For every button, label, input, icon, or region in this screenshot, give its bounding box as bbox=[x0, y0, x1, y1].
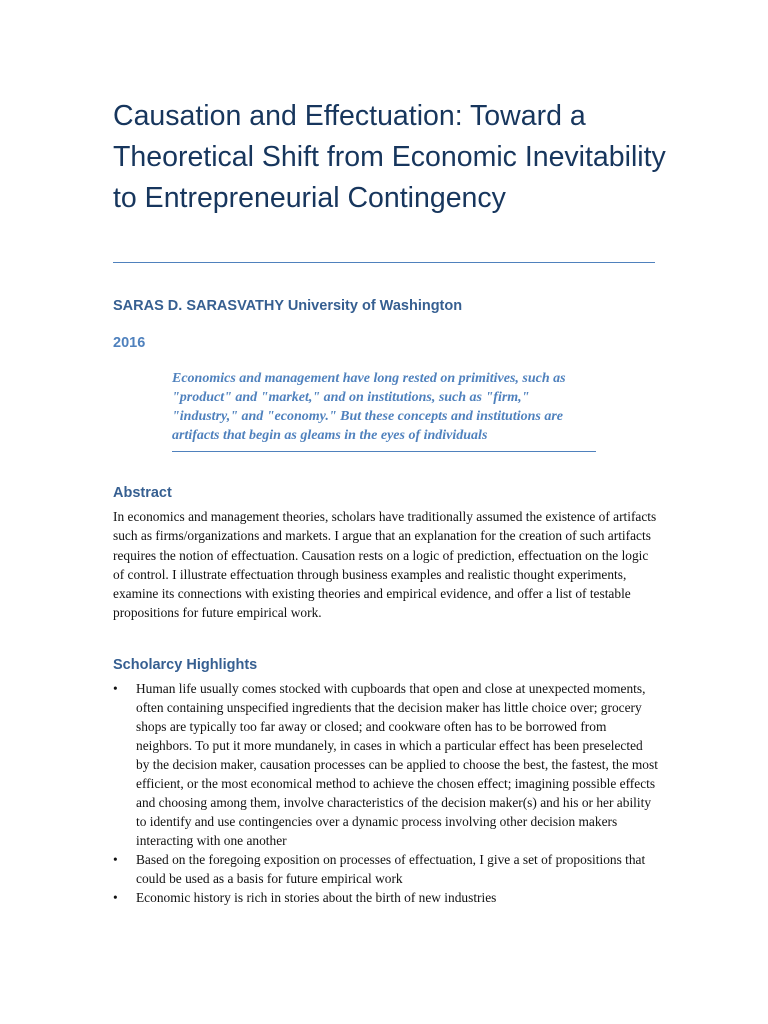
bullet-icon: • bbox=[113, 890, 118, 905]
bullet-icon: • bbox=[113, 681, 118, 696]
list-item bbox=[113, 888, 658, 907]
publication-year: 2016 bbox=[113, 335, 146, 351]
author-affiliation: SARAS D. SARASVATHY University of Washington bbox=[113, 298, 463, 314]
abstract-heading: Abstract bbox=[113, 485, 172, 501]
abstract-body: In economics and management theories, scholars have traditionally assumed the existence of artifacts such as firms/organizations and markets. I argue that an explanation for the creation of such artifacts requires the notion of effectuation. Causation rests on a logic of prediction, effectuation on the logic of control. I illustrate effectuation through business examples and realistic thought experiments, examine its connections with existing theories and empirical evidence, and offer a list of testable propositions for future empirical work. bbox=[113, 509, 657, 621]
highlight-text: Based on the foregoing exposition on processes of effectuation, I give a set of propositions that could be used as a basis for future empirical work bbox=[136, 852, 646, 886]
bullet-icon: • bbox=[113, 852, 118, 867]
paper-title: Causation and Effectuation: Toward a Theoretical Shift from Economic Inevitability to Entrepreneurial Contingency bbox=[113, 100, 666, 214]
pull-quote: Economics and management have long rested on primitives, such as "product" and "market," and on institutions, such as "firm," "industry," and "economy." But these concepts and institutions are artifacts that begin as gleams in the eyes of individuals bbox=[172, 369, 596, 452]
list-item bbox=[113, 679, 658, 850]
highlights-list bbox=[113, 679, 658, 907]
highlight-text: Human life usually comes stocked with cupboards that open and close at unexpected moments, often containing unspecified ingredients that the decision maker has little choice over; grocery shops are typically too far away or closed; and cookware often has to be borrowed from neighbors. To put it more mundanely, in cases in which a particular effect has been preselected by the decision maker, causation processes can be applied to choose the best, the fastest, the most efficient, or the most economical method to achieve the chosen effect; imagining possible effects and choosing among them, involve characteristics of the decision maker(s) and his or her ability to identify and use contingencies over a dynamic process involving other decision makers interacting with one another bbox=[136, 681, 658, 848]
highlights-heading: Scholarcy Highlights bbox=[113, 657, 258, 673]
highlight-text: Economic history is rich in stories about the birth of new industries bbox=[136, 890, 497, 905]
list-item bbox=[113, 850, 658, 888]
title-divider bbox=[113, 262, 655, 263]
